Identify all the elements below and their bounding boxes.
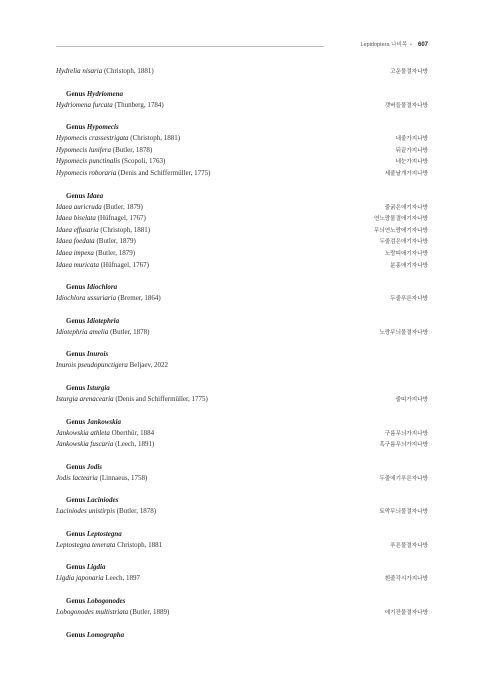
species-author: (Butler, 1878) [112,145,153,154]
species-entry [56,133,428,145]
species-name-line [56,473,147,485]
genus-name: Lobogonodes [86,597,126,606]
korean-name: 연노랑물결애기자나방 [373,216,428,223]
genus-block [56,190,428,272]
korean-name: 푸른물결자나방 [390,542,428,549]
page-number: 607 [417,42,428,48]
genus-name: Hydriomena [86,89,123,98]
species-author: (Bremer, 1864) [117,294,161,303]
species-name-line [56,360,168,372]
species-author: (Linnaeus, 1758) [99,473,148,482]
species-author: (Denis and Schiffermüller, 1775) [117,168,211,177]
species-name: Ligdia japonaria [56,574,104,583]
species-author: (Butler, 1889) [129,608,170,617]
genus-label: Genus [66,496,87,505]
species-entry [56,248,428,260]
genus-label: Genus [66,529,87,538]
species-author: (Butler, 1879) [103,202,143,211]
species-name: Jodis lactearia [56,473,98,482]
species-name-line [56,236,136,248]
genus-block [56,595,428,619]
genus-heading [56,348,428,360]
species-name: Hypomecis lunifera [56,145,112,154]
species-name: Idaea auricruda [56,202,102,211]
genus-label: Genus [66,597,87,606]
korean-name: 네줄가지나방 [395,136,428,143]
korean-name: 애기잔물결자나방 [384,610,428,617]
genus-name: Hypomecis [86,123,119,132]
species-name-line [56,202,143,214]
species-author: Oberthür, 1884 [111,428,155,437]
species-name-line [56,133,180,145]
species-author: (Christoph, 1881) [130,134,181,143]
species-author: (Butler, 1878) [110,327,150,336]
species-name: Idiotephria amelia [56,327,109,336]
genus-label: Genus [66,462,87,471]
species-name-line [56,156,165,168]
korean-name: 두줄검은애기자나방 [379,239,428,246]
species-entry [56,202,428,214]
genus-heading [56,494,428,506]
species-name-line [56,145,152,157]
genus-label: Genus [66,383,87,392]
species-author: (Butler, 1878) [116,507,157,516]
korean-name: 흑구름무늬가지나방 [379,442,428,449]
korean-name: 네눈가지나방 [395,159,428,166]
genus-heading [56,121,428,133]
genus-block [56,281,428,305]
species-name-line [56,248,135,260]
species-name-line [56,100,164,112]
genus-name: Jankowskia [86,417,122,426]
species-entry [56,360,428,372]
genus-block [56,494,428,518]
genus-block [56,382,428,406]
genus-name: Jodis [86,462,102,471]
continued-genus-block [56,66,428,78]
species-entry [56,573,428,585]
species-entry [56,168,428,180]
genus-heading [56,595,428,607]
genus-label: Genus [66,350,87,359]
species-author: (Butler, 1879) [95,248,136,257]
species-name-line [56,225,150,237]
genus-list [56,88,428,641]
genus-heading [56,382,428,394]
page-header [56,40,428,52]
species-entry [56,394,428,406]
species-entry [56,260,428,272]
running-head [361,40,428,48]
korean-name: 뒤끝가지나방 [395,147,428,154]
species-entry [56,213,428,225]
genus-label: Genus [66,191,87,200]
genus-label: Genus [66,123,87,132]
genus-block [56,121,428,179]
species-entry [56,428,428,440]
genus-label: Genus [66,630,87,639]
genus-label: Genus [66,283,87,292]
species-name: Hydrelia nisaria [56,67,103,75]
species-entry [56,506,428,518]
korean-name: 무늬연노랑애기자나방 [373,227,428,234]
species-name: Idaea biselata [56,214,96,223]
genus-heading [56,629,428,641]
species-entry [56,225,428,237]
genus-heading [56,88,428,100]
species-author: (Thunberg, 1784) [114,100,164,109]
korean-name: 토막무늬물결자나방 [379,509,428,516]
species-entry [56,327,428,339]
species-name: Idaea muricata [56,260,99,269]
species-name-line [56,506,156,518]
genus-name: Inurois [86,350,109,359]
korean-name: 분홍애기자나방 [390,262,428,269]
species-name-line [56,540,162,552]
species-name: Idaea foedata [56,237,95,246]
species-author: (Hüfnagel, 1767) [100,260,149,269]
species-name-line [56,213,146,225]
korean-name: 줄굵은애기자나방 [384,204,428,211]
species-entry [56,473,428,485]
species-entry [56,236,428,248]
species-author: (Christoph, 1881) [100,225,151,234]
genus-heading [56,281,428,293]
running-head-separator: • [410,42,412,48]
genus-name: Idiochlora [86,283,118,292]
species-name-line [56,439,154,451]
running-head-title: Lepidoptera 나비목 [360,42,408,48]
genus-name: Isturgia [86,383,110,392]
species-entry [56,100,428,112]
species-author: Beljaev, 2022 [129,361,169,370]
species-name: Idiochlora ussuriaria [56,294,117,303]
species-name: Leptostegna tenerata [56,540,116,549]
genus-block [56,348,428,372]
genus-block [56,315,428,339]
species-name: Hypomecis roboraria [56,168,117,177]
korean-name: 구름무늬가지나방 [384,430,428,437]
genus-block [56,416,428,451]
species-name-line [56,66,154,78]
species-entry [56,156,428,168]
species-name-line [56,394,208,406]
species-name-line [56,168,210,180]
genus-heading [56,416,428,428]
genus-label: Genus [66,417,87,426]
genus-block [56,461,428,485]
korean-name: 노랑무늬물결자나방 [379,329,428,336]
species-name: Hypomecis punctinalis [56,157,120,166]
genus-label: Genus [66,563,87,572]
species-name-line [56,293,161,305]
korean-name: 고운물결자나방 [390,69,428,75]
species-author: (Christoph, 1881) [103,67,154,75]
species-entry [56,540,428,552]
species-name: Jankowskia fuscaria [56,440,114,449]
genus-block [56,88,428,112]
genus-name: Laciniodes [86,496,119,505]
species-name: Idaea effusaria [56,225,99,234]
species-author: Christoph, 1881 [117,540,163,549]
genus-name: Idiotephria [86,316,120,325]
species-entry [56,293,428,305]
genus-label: Genus [66,89,87,98]
species-name: Inurois pseudopunctigera [56,361,128,370]
species-name: Idaea impexa [56,248,94,257]
species-name: Jankowskia athleta [56,428,110,437]
genus-heading [56,528,428,540]
genus-name: Leptostegna [86,529,122,538]
species-author: (Hüfnagel, 1767) [97,214,146,223]
species-author: (Scopoli, 1763) [121,157,166,166]
species-name: Hydriomena furcata [56,100,113,109]
species-author: (Leech, 1891) [115,440,155,449]
genus-block [56,561,428,585]
species-name: Laciniodes unistirpis [56,507,115,516]
genus-name: Ligdia [86,563,106,572]
genus-heading [56,190,428,202]
species-author: Leech, 1897 [105,574,141,583]
genus-heading [56,315,428,327]
species-entry [56,66,428,78]
genus-heading [56,561,428,573]
genus-block [56,629,428,641]
header-rule [56,46,324,47]
species-name-line [56,428,154,440]
species-checklist [56,66,428,651]
genus-heading [56,461,428,473]
species-name-line [56,260,149,272]
species-author: (Butler, 1879) [96,237,136,246]
genus-name: Idaea [86,191,104,200]
species-entry [56,607,428,619]
species-entry [56,145,428,157]
korean-name: 줄띠가지나방 [395,396,428,403]
korean-name: 갯버들물결자나방 [384,102,428,109]
species-name: Hypomecis crassestrigata [56,134,129,143]
genus-label: Genus [66,316,87,325]
korean-name: 세줄날개가지나방 [384,170,428,177]
species-author: (Denis and Schiffermüller, 1775) [115,394,208,403]
species-name-line [56,573,140,585]
species-name: Lobogonodes multistriata [56,608,129,617]
korean-name: 두줄푸른자나방 [390,296,428,303]
species-name: Isturgia arenacearia [56,394,114,403]
species-name-line [56,607,169,619]
korean-name: 두줄애기푸른자나방 [379,475,428,482]
species-name-line [56,327,149,339]
korean-name: 노랑띠애기자나방 [384,250,428,257]
korean-name: 흰줄각시가지나방 [384,576,428,583]
genus-block [56,528,428,552]
genus-name: Lomographa [86,630,125,639]
species-entry [56,439,428,451]
